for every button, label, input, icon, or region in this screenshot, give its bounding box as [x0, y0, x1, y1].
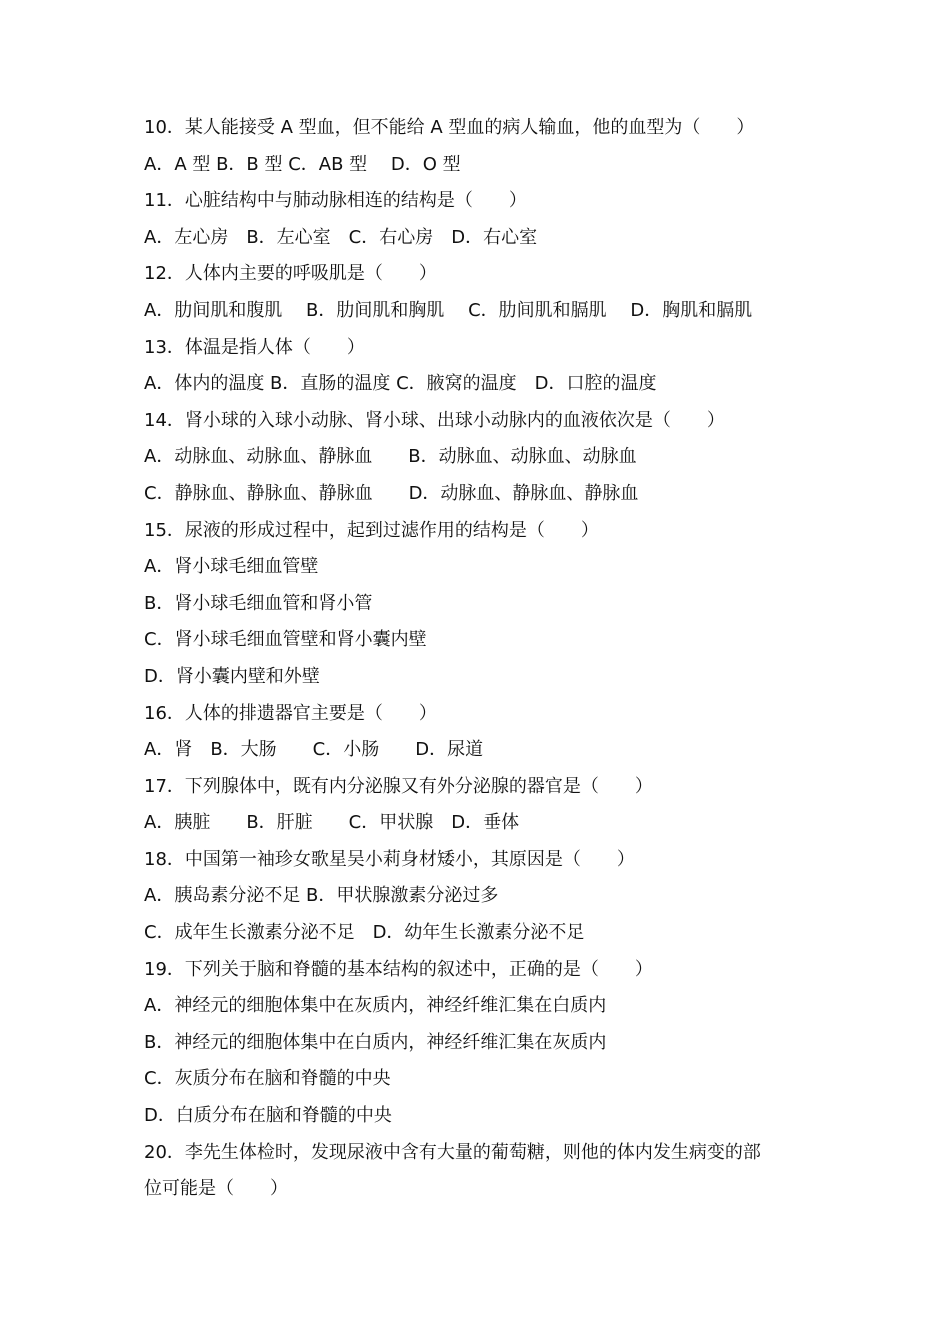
question-17-stem: 17．下列腺体中，既有内分泌腺又有外分泌腺的器官是（ ）	[144, 775, 653, 797]
question-19-stem: 19．下列关于脑和脊髓的基本结构的叙述中，正确的是（ ）	[144, 958, 653, 980]
question-12-stem: 12．人体内主要的呼吸肌是（ ）	[144, 263, 437, 285]
question-11-options: A．左心房 B．左心室 C．右心房 D．右心室	[144, 226, 538, 248]
question-19-option-a: A．神经元的细胞体集中在灰质内，神经纤维汇集在白质内	[144, 995, 607, 1017]
question-15-option-b: B．肾小球毛细血管和肾小管	[144, 592, 373, 614]
question-19-option-c: C．灰质分布在脑和脊髓的中央	[144, 1068, 391, 1090]
question-14-options-ab: A．动脉血、动脉血、静脉血 B．动脉血、动脉血、动脉血	[144, 446, 637, 468]
question-11-stem: 11．心脏结构中与肺动脉相连的结构是（ ）	[144, 190, 527, 212]
question-14-options-cd: C．静脉血、静脉血、静脉血 D．动脉血、静脉血、静脉血	[144, 482, 639, 504]
question-19-option-b: B．神经元的细胞体集中在白质内，神经纤维汇集在灰质内	[144, 1031, 607, 1053]
question-18-stem: 18．中国第一袖珍女歌星吴小莉身材矮小，其原因是（ ）	[144, 848, 635, 870]
question-15-stem: 15．尿液的形成过程中，起到过滤作用的结构是（ ）	[144, 519, 599, 541]
question-list	[144, 110, 824, 1208]
question-18-options-ab: A．胰岛素分泌不足 B．甲状腺激素分泌过多	[144, 885, 499, 907]
question-16-stem: 16．人体的排遗器官主要是（ ）	[144, 702, 437, 724]
question-10-options: A．A 型 B．B 型 C．AB 型 D．O 型	[144, 153, 461, 175]
question-17-options: A．胰脏 B．肝脏 C．甲状腺 D．垂体	[144, 812, 520, 834]
question-20-stem-line-2: 位可能是（ ）	[144, 1178, 288, 1200]
question-15-option-a: A．肾小球毛细血管壁	[144, 556, 319, 578]
question-15-option-d: D．肾小囊内壁和外壁	[144, 665, 320, 687]
question-19-option-d: D．白质分布在脑和脊髓的中央	[144, 1105, 392, 1127]
question-14-stem: 14．肾小球的入球小动脉、肾小球、出球小动脉内的血液依次是（ ）	[144, 409, 725, 431]
question-12-options: A．肋间肌和腹肌 B．肋间肌和胸肌 C．肋间肌和膈肌 D．胸肌和膈肌	[144, 299, 753, 321]
question-20-stem-line-1: 20．李先生体检时，发现尿液中含有大量的葡萄糖，则他的体内发生病变的部	[144, 1141, 761, 1163]
question-13-stem: 13．体温是指人体（ ）	[144, 336, 365, 358]
question-10-stem: 10．某人能接受 A 型血，但不能给 A 型血的病人输血，他的血型为（ ）	[144, 117, 755, 138]
question-15-option-c: C．肾小球毛细血管壁和肾小囊内壁	[144, 629, 427, 651]
question-13-options: A．体内的温度 B．直肠的温度 C．腋窝的温度 D．口腔的温度	[144, 373, 657, 395]
question-18-options-cd: C．成年生长激素分泌不足 D．幼年生长激素分泌不足	[144, 922, 585, 944]
question-16-options: A．肾 B．大肠 C．小肠 D．尿道	[144, 739, 484, 761]
